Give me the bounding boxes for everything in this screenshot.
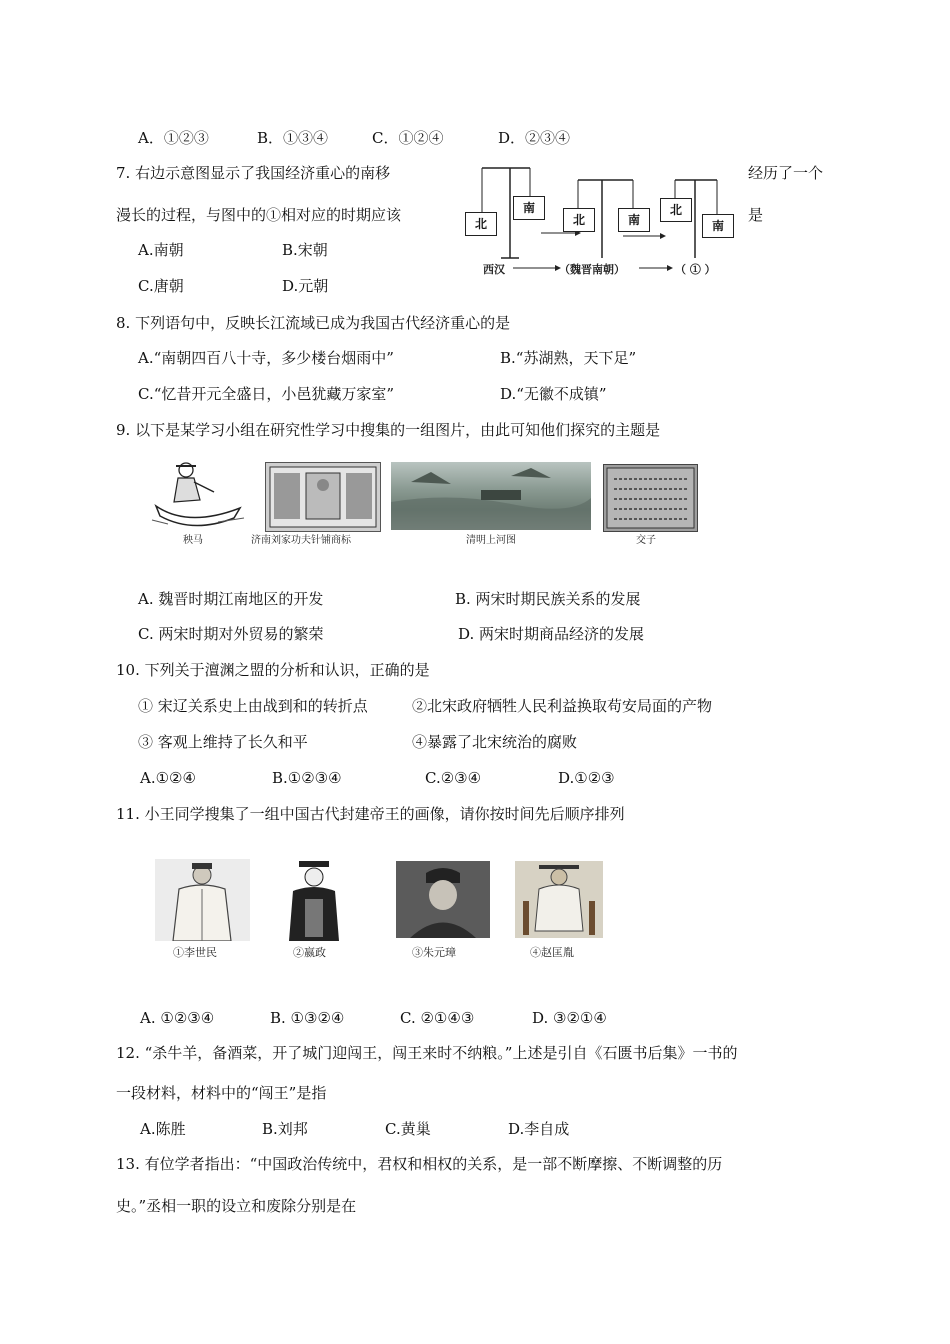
- portrait-li-shimin: [155, 859, 250, 941]
- scale1-north-box: 北: [465, 212, 497, 236]
- q7-option-d: D.元朝: [282, 277, 329, 295]
- qingming-painting-image: [391, 462, 591, 530]
- q13-stem-line1: 13. 有位学者指出：“中国政治传统中，君权和相权的关系，是一部不断摩擦、不断调整的历: [116, 1155, 723, 1173]
- economic-center-diagram: [455, 158, 740, 280]
- scale2-north-box: 北: [563, 208, 595, 232]
- q7-option-a: A.南朝: [138, 241, 184, 259]
- jiaozi-image: [603, 464, 698, 532]
- caption-ying-zheng: ②嬴政: [293, 946, 326, 959]
- liujia-trademark-image: [265, 462, 381, 532]
- q8-option-b: B.“苏湖熟，天下足”: [500, 349, 637, 367]
- q10-statement-4: ④暴露了北宋统治的腐败: [412, 733, 578, 751]
- caption-liujia: 济南刘家功夫针铺商标: [251, 535, 351, 546]
- caption-yangma: 秧马: [183, 535, 203, 546]
- q7-stem-line1: 7. 右边示意图显示了我国经济重心的南移: [116, 164, 391, 182]
- q10-stem: 10. 下列关于澶渊之盟的分析和认识，正确的是: [116, 661, 430, 679]
- timeline-wei-jin: （魏晋南朝）: [559, 263, 625, 276]
- timeline-western-han: 西汉: [483, 263, 505, 276]
- caption-jiaozi: 交子: [636, 535, 656, 546]
- q6-option-c: C．①②④: [372, 129, 444, 147]
- q7-option-c: C.唐朝: [138, 277, 184, 295]
- q8-option-d: D.“无徽不成镇”: [500, 385, 607, 403]
- q10-option-d: D.①②③: [558, 769, 615, 787]
- q10-option-c: C.②③④: [425, 769, 482, 787]
- scale3-north-box: 北: [660, 198, 692, 222]
- q13-stem-line2: 史。”丞相一职的设立和废除分别是在: [116, 1197, 357, 1215]
- q11-stem: 11. 小王同学搜集了一组中国古代封建帝王的画像，请你按时间先后顺序排列: [116, 805, 625, 823]
- caption-qingming: 清明上河图: [466, 535, 516, 546]
- portrait-ying-zheng: [283, 859, 345, 941]
- q12-option-c: C.黄巢: [385, 1120, 431, 1138]
- q7-stem-line2-end: 是: [748, 206, 764, 224]
- q11-option-c: C. ②①④③: [400, 1009, 475, 1027]
- q8-stem: 8. 下列语句中，反映长江流域已成为我国古代经济重心的是: [116, 314, 511, 332]
- scale1-south-box: 南: [513, 196, 545, 220]
- q11-option-a: A. ①②③④: [140, 1009, 215, 1027]
- q10-option-b: B.①②③④: [272, 769, 342, 787]
- q10-statement-3: ③ 客观上维持了长久和平: [138, 733, 308, 751]
- q10-option-a: A.①②④: [140, 769, 196, 787]
- q12-option-d: D.李自成: [508, 1120, 570, 1138]
- q7-stem-line1-end: 经历了一个: [748, 164, 824, 182]
- q9-option-d: D. 两宋时期商品经济的发展: [458, 625, 645, 643]
- caption-li-shimin: ①李世民: [173, 946, 217, 959]
- q10-statement-1: ① 宋辽关系史上由战到和的转折点: [138, 697, 368, 715]
- q6-option-a: A．①②③: [138, 129, 209, 147]
- q9-option-c: C. 两宋时期对外贸易的繁荣: [138, 625, 324, 643]
- timeline-blank: （ ① ）: [675, 263, 716, 276]
- q9-option-b: B. 两宋时期民族关系的发展: [455, 590, 641, 608]
- q6-option-b: B．①③④: [257, 129, 329, 147]
- portrait-zhao-kuangyin: [515, 861, 603, 938]
- portrait-zhu-yuanzhang: [396, 861, 490, 938]
- q8-option-a: A.“南朝四百八十寺，多少楼台烟雨中”: [138, 349, 394, 367]
- q7-option-b: B.宋朝: [282, 241, 328, 259]
- q12-stem-line2: 一段材料，材料中的“闯王”是指: [116, 1084, 327, 1102]
- scale3-south-box: 南: [702, 214, 734, 238]
- q10-statement-2: ②北宋政府牺牲人民利益换取苟安局面的产物: [412, 697, 713, 715]
- scale2-south-box: 南: [618, 208, 650, 232]
- q9-option-a: A. 魏晋时期江南地区的开发: [138, 590, 324, 608]
- q8-option-c: C.“忆昔开元全盛日，小邑犹藏万家室”: [138, 385, 395, 403]
- q7-stem-line2: 漫长的过程，与图中的①相对应的时期应该: [116, 206, 402, 224]
- caption-zhao-kuangyin: ④赵匡胤: [530, 946, 574, 959]
- q12-option-a: A.陈胜: [140, 1120, 186, 1138]
- caption-zhu-yuanzhang: ③朱元璋: [412, 946, 456, 959]
- q12-option-b: B.刘邦: [262, 1120, 308, 1138]
- yangma-image: [148, 458, 248, 530]
- q6-option-d: D．②③④: [498, 129, 571, 147]
- q12-stem-line1: 12. “杀牛羊，备酒菜，开了城门迎闯王，闯王来时不纳粮。”上述是引自《石匮书后集》一书的: [116, 1044, 738, 1062]
- q11-option-b: B. ①③②④: [270, 1009, 345, 1027]
- q11-option-d: D. ③②①④: [532, 1009, 607, 1027]
- q9-stem: 9. 以下是某学习小组在研究性学习中搜集的一组图片，由此可知他们探究的主题是: [116, 421, 661, 439]
